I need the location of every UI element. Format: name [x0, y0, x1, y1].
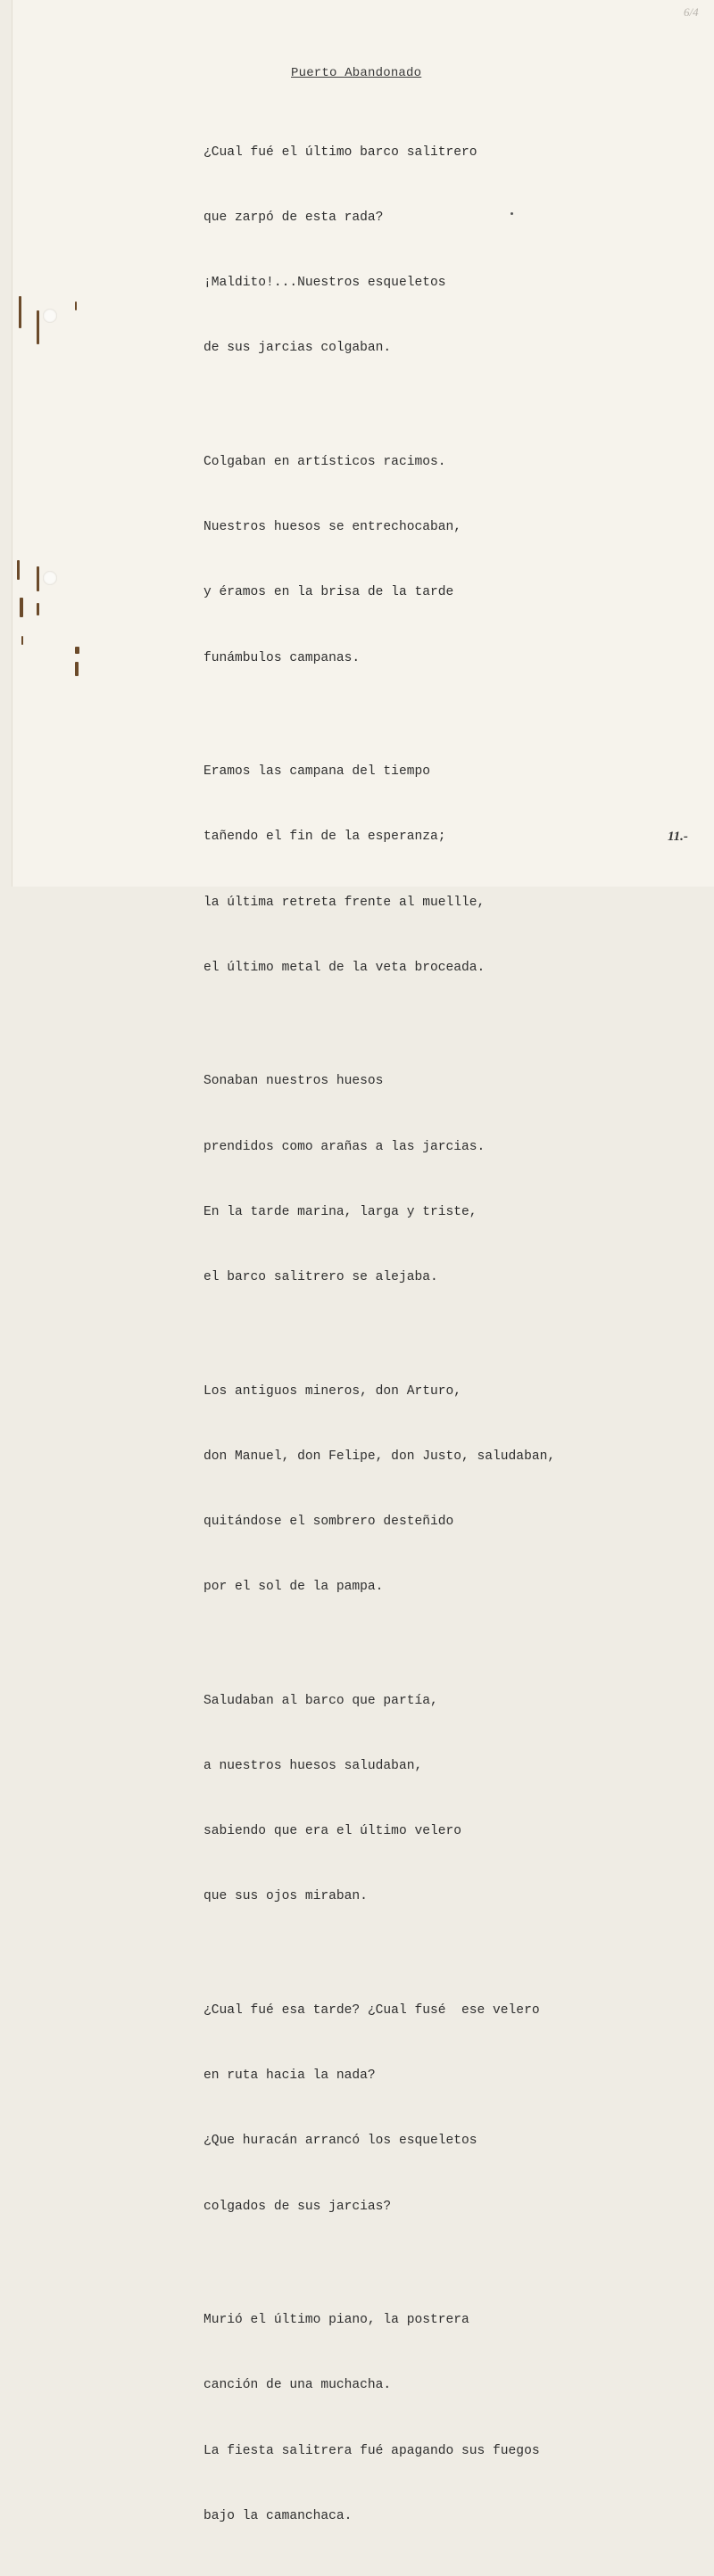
- poem-line: sabiendo que era el último velero: [203, 1824, 462, 1839]
- poem-line: el último metal de la veta broceada.: [203, 960, 486, 975]
- stanza: [203, 1956, 555, 2261]
- rust-stain: [17, 560, 20, 580]
- stanza: [203, 717, 555, 1022]
- poem-line: Saludaban al barco que partía,: [203, 1693, 438, 1708]
- rust-stain: [19, 296, 21, 328]
- poem-line: en ruta hacia la nada?: [203, 2068, 376, 2084]
- poem-line: Colgaban en artísticos racimos.: [203, 455, 446, 469]
- poem-line: ¿Cual fué el último barco salitrero: [203, 144, 477, 160]
- poem-line: canción de una muchacha.: [203, 2378, 392, 2393]
- poem-line: por el sol de la pampa.: [203, 1580, 384, 1595]
- poem-line: quitándose el sombrero desteñido: [203, 1515, 454, 1529]
- rust-stain: [75, 301, 77, 310]
- poem-line: la última retreta frente al muellle,: [203, 895, 486, 910]
- poem-body: [203, 98, 555, 2576]
- corner-annotation: 6/4: [684, 5, 699, 19]
- poem-line: bajo la camanchaca.: [203, 2508, 353, 2523]
- poem-line: Nuestros huesos se entrechocaban,: [203, 520, 462, 535]
- rust-stain: [75, 662, 79, 676]
- poem-line: que zarpó de esta rada?: [203, 211, 384, 226]
- poem-line: y éramos en la brisa de la tarde: [203, 585, 454, 600]
- poem-line: a nuestros huesos saludaban,: [203, 1758, 423, 1773]
- document-page: [12, 0, 714, 2523]
- stanza: [203, 408, 555, 713]
- stanza: [203, 1647, 555, 1952]
- poem-line: funámbulos campanas.: [203, 650, 361, 665]
- page-number: 11.-: [668, 830, 688, 844]
- binder-hole: [43, 571, 57, 585]
- poem-line: Eramos las campana del tiempo: [203, 764, 430, 780]
- ink-speck: [511, 212, 513, 215]
- poem-line: que sus ojos miraban.: [203, 1889, 368, 1904]
- poem-title: Puerto Abandonado: [291, 66, 422, 80]
- poem-line: ¿Que huracán arrancó los esqueletos: [203, 2134, 477, 2149]
- stanza: [203, 1337, 555, 1642]
- rust-stain: [20, 598, 23, 617]
- rust-stain: [37, 603, 39, 615]
- poem-line: don Manuel, don Felipe, don Justo, saludaban,: [203, 1449, 556, 1464]
- poem-line: En la tarde marina, larga y triste,: [203, 1204, 477, 1219]
- poem-line: el barco salitrero se alejaba.: [203, 1270, 438, 1285]
- poem-line: La fiesta salitrera fué apagando sus fuegos: [203, 2443, 540, 2458]
- rust-stain: [21, 636, 23, 645]
- stanza: [203, 2266, 555, 2571]
- poem-line: de sus jarcias colgaban.: [203, 341, 392, 356]
- binder-hole: [43, 309, 57, 323]
- poem-line: ¡Maldito!...Nuestros esqueletos: [203, 276, 446, 291]
- poem-line: colgados de sus jarcias?: [203, 2199, 392, 2214]
- rust-stain: [37, 310, 39, 344]
- poem-line: Murió el último piano, la postrera: [203, 2313, 469, 2328]
- stanza: [203, 98, 555, 403]
- poem-line: tañendo el fin de la esperanza;: [203, 830, 446, 845]
- rust-stain: [37, 566, 39, 591]
- poem-line: Los antiguos mineros, don Arturo,: [203, 1383, 462, 1399]
- rust-stain: [75, 647, 79, 654]
- poem-line: prendidos como arañas a las jarcias.: [203, 1139, 486, 1154]
- poem-line: Sonaban nuestros huesos: [203, 1074, 384, 1089]
- poem-line: ¿Cual fué esa tarde? ¿Cual fusé ese velero: [203, 2002, 540, 2018]
- stanza: [203, 1028, 555, 1333]
